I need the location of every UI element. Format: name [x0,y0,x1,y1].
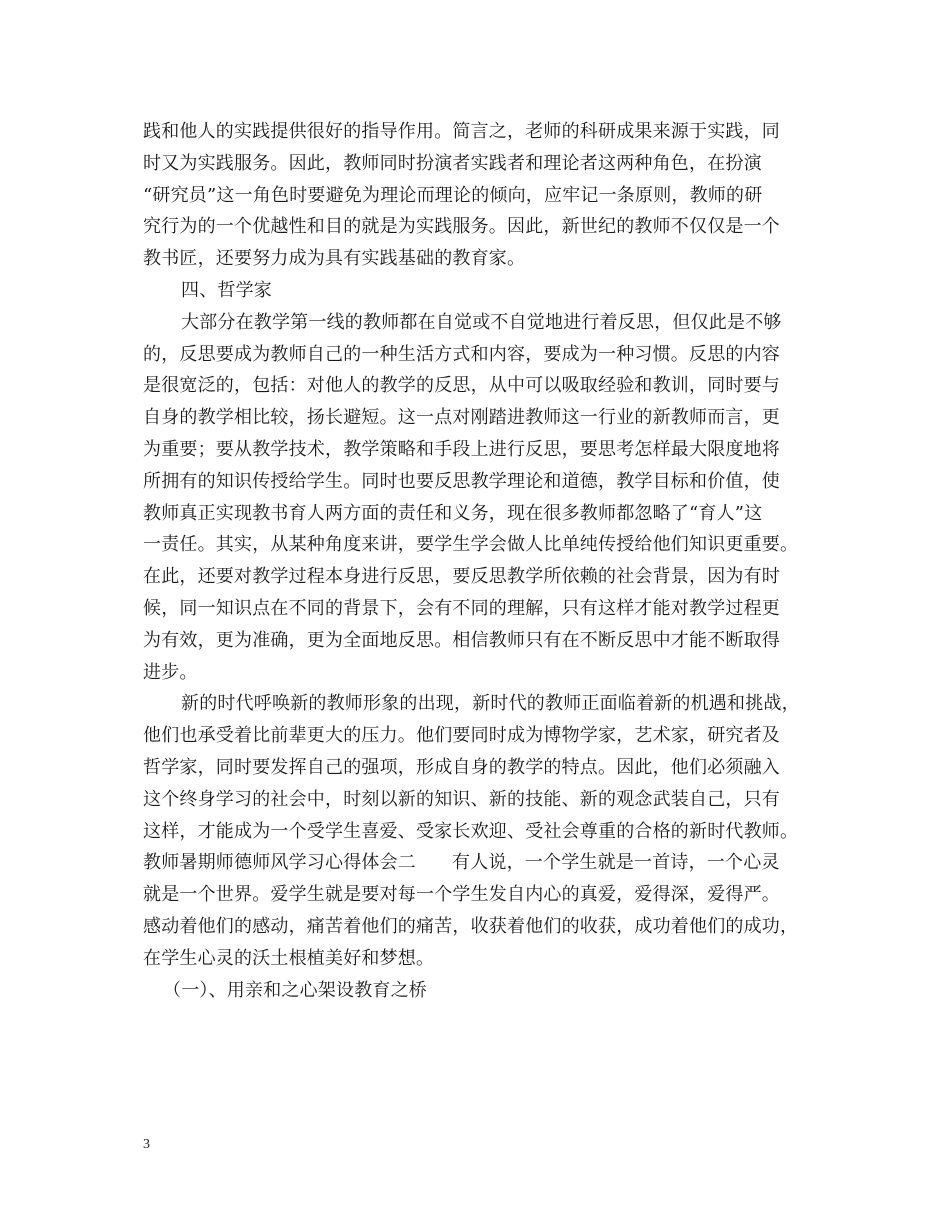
text-line: 自身的教学相比较，扬长避短。这一点对刚踏进教师这一行业的新教师而言，更 [143,407,780,429]
text-line: 究行为的一个优越性和目的就是为实践服务。因此，新世纪的教师不仅仅是一个 [143,216,780,238]
text-line: 在学生心灵的沃土根植美好和梦想。 [143,947,435,969]
text-line [143,847,823,879]
text-line: 大部分在教学第一线的教师都在自觉或不自觉地进行着反思，但仅此是不够 [181,311,782,333]
text-line: 所拥有的知识传授给学生。同时也要反思教学理论和道德，教学目标和价值，使 [143,470,780,492]
text-line: 就是一个世界。爱学生就是要对每一个学生发自内心的真爱，爱得深，爱得严。 [143,884,780,906]
text-line: 在此，还要对教学过程本身进行反思，要反思教学所依赖的社会背景，因为有时 [143,566,780,588]
page-number: 3 [143,1137,150,1152]
text-line: 这个终身学习的社会中，时刻以新的知识、新的技能、新的观念武装自己，只有 [143,788,780,810]
text-line: 教书匠，还要努力成为具有实践基础的教育家。 [143,248,526,270]
text-line: 的，反思要成为教师自己的一种生活方式和内容，要成为一种习惯。反思的内容 [143,343,780,365]
article-title: 教师暑期师德师风学习心得体会二 [143,852,416,874]
text-line: 时又为实践服务。因此，教师同时扮演者实践者和理论者这两种角色，在扮演 [143,152,762,174]
text-line: 新的时代呼唤新的教师形象的出现，新时代的教师正面临着新的机遇和挑战， [181,693,800,715]
text-line: 感动着他们的感动，痛苦着他们的痛苦，收获着他们的收获，成功着他们的成功， [143,915,799,937]
text-line: 为有效，更为准确，更为全面地反思。相信教师只有在不断反思中才能不断取得 [143,629,780,651]
text-line: 一责任。其实，从某种角度来讲，要学生学会做人比单纯传授给他们知识更重要。 [143,534,799,556]
text-line: 是很宽泛的，包括：对他人的教学的反思，从中可以吸取经验和教训，同时要与 [143,375,780,397]
text-line: 进步。 [143,661,198,683]
text-line: “研究员”这一角色时要避免为理论而理论的倾向，应牢记一条原则，教师的研 [143,184,763,206]
text-line: 践和他人的实践提供很好的指导作用。简言之，老师的科研成果来源于实践，同 [143,121,780,142]
text-run: 有人说，一个学生就是一首诗，一个心灵 [452,852,780,874]
text-line: 教师真正实现教书育人两方面的责任和义务，现在很多教师都忽略了“育人”这 [143,502,763,524]
text-line: 为重要；要从教学技术，教学策略和手段上进行反思，要思考怎样最大限度地将 [143,438,780,460]
section-heading: 四、哲学家 [181,279,272,301]
document-body [143,116,823,1006]
text-line: 候，同一知识点在不同的背景下，会有不同的理解，只有这样才能对教学过程更 [143,597,780,619]
text-line: 哲学家，同时要发挥自己的强项，形成自身的教学的特点。因此，他们必须融入 [143,756,780,778]
subsection-heading: （一）、用亲和之心架设教育之桥 [163,979,427,1001]
text-line: 这样，才能成为一个受学生喜爱、受家长欢迎、受社会尊重的合格的新时代教师。 [143,820,799,842]
text-line: 他们也承受着比前辈更大的压力。他们要同时成为博物学家，艺术家，研究者及 [143,725,780,747]
